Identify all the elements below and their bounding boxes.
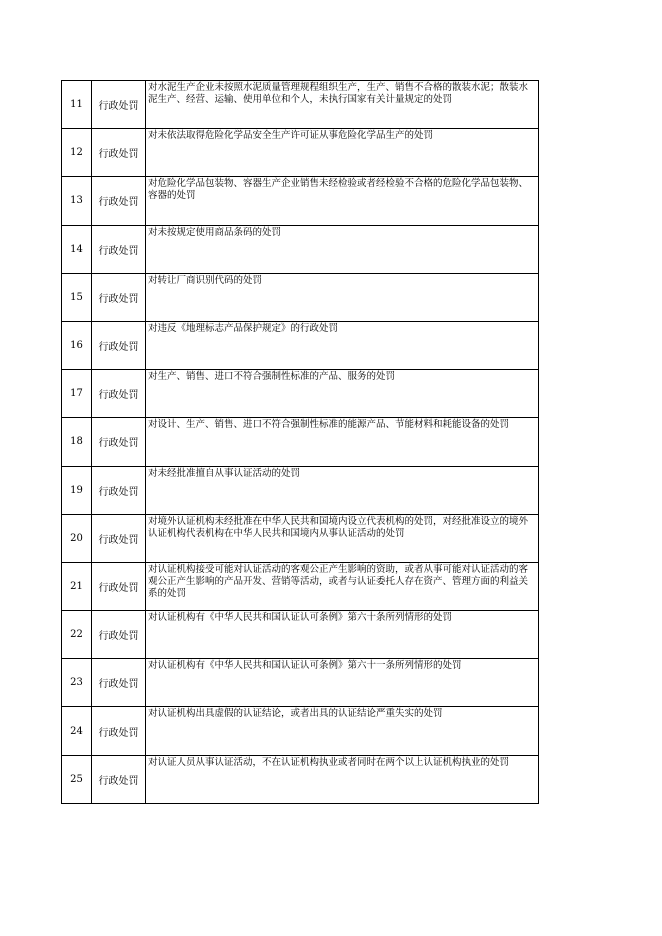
table-row [62, 273, 539, 321]
table-row [62, 514, 539, 562]
penalty-description-cell[interactable]: 对未经批准擅自从事认证活动的处罚 [146, 466, 539, 514]
table-body [62, 81, 539, 804]
row-number-cell[interactable]: 15 [62, 273, 92, 321]
penalty-description-cell[interactable]: 对认证机构接受可能对认证活动的客观公正产生影响的资助，或者从事可能对认证活动的客观公正产生影响的产品开发、营销等活动，或者与认证委托人存在资产、管理方面的利益关系的处罚 [146, 562, 539, 610]
penalty-description-cell[interactable]: 对危险化学品包装物、容器生产企业销售未经检验或者经检验不合格的危险化学品包装物、容器的处罚 [146, 177, 539, 225]
penalty-type-cell[interactable]: 行政处罚 [92, 707, 146, 755]
penalty-type-cell[interactable]: 行政处罚 [92, 755, 146, 803]
table-row [62, 225, 539, 273]
penalty-type-cell[interactable]: 行政处罚 [92, 659, 146, 707]
penalty-type-cell[interactable]: 行政处罚 [92, 321, 146, 369]
penalty-type-cell[interactable]: 行政处罚 [92, 177, 146, 225]
table-row [62, 562, 539, 610]
table-row [62, 321, 539, 369]
table-row [62, 466, 539, 514]
table-row [62, 418, 539, 466]
table-row [62, 755, 539, 803]
penalty-description-cell[interactable]: 对认证机构有《中华人民共和国认证认可条例》第六十一条所列情形的处罚 [146, 659, 539, 707]
row-number-cell[interactable]: 12 [62, 129, 92, 177]
table-row [62, 370, 539, 418]
penalty-table [61, 80, 539, 804]
row-number-cell[interactable]: 17 [62, 370, 92, 418]
penalty-description-cell[interactable]: 对认证机构出具虚假的认证结论，或者出具的认证结论严重失实的处罚 [146, 707, 539, 755]
row-number-cell[interactable]: 16 [62, 321, 92, 369]
penalty-description-cell[interactable]: 对违反《地理标志产品保护规定》的行政处罚 [146, 321, 539, 369]
penalty-type-cell[interactable]: 行政处罚 [92, 514, 146, 562]
table-row [62, 129, 539, 177]
penalty-type-cell[interactable]: 行政处罚 [92, 273, 146, 321]
penalty-type-cell[interactable]: 行政处罚 [92, 611, 146, 659]
row-number-cell[interactable]: 20 [62, 514, 92, 562]
table-row [62, 707, 539, 755]
penalty-description-cell[interactable]: 对认证机构有《中华人民共和国认证认可条例》第六十条所列情形的处罚 [146, 611, 539, 659]
penalty-type-cell[interactable]: 行政处罚 [92, 225, 146, 273]
table-row [62, 659, 539, 707]
penalty-description-cell[interactable]: 对境外认证机构未经批准在中华人民共和国境内设立代表机构的处罚，对经批准设立的境外认证机构代表机构在中华人民共和国境内从事认证活动的处罚 [146, 514, 539, 562]
penalty-description-cell[interactable]: 对设计、生产、销售、进口不符合强制性标准的能源产品、节能材料和耗能设备的处罚 [146, 418, 539, 466]
row-number-cell[interactable]: 11 [62, 81, 92, 129]
penalty-description-cell[interactable]: 对认证人员从事认证活动，不在认证机构执业或者同时在两个以上认证机构执业的处罚 [146, 755, 539, 803]
row-number-cell[interactable]: 24 [62, 707, 92, 755]
penalty-type-cell[interactable]: 行政处罚 [92, 370, 146, 418]
penalty-type-cell[interactable]: 行政处罚 [92, 129, 146, 177]
table-row [62, 177, 539, 225]
penalty-type-cell[interactable]: 行政处罚 [92, 81, 146, 129]
row-number-cell[interactable]: 19 [62, 466, 92, 514]
penalty-description-cell[interactable]: 对转让厂商识别代码的处罚 [146, 273, 539, 321]
row-number-cell[interactable]: 23 [62, 659, 92, 707]
penalty-description-cell[interactable]: 对水泥生产企业未按照水泥质量管理规程组织生产，生产、销售不合格的散装水泥；散装水泥生产、经营、运输、使用单位和个人，未执行国家有关计量规定的处罚 [146, 81, 539, 129]
penalty-description-cell[interactable]: 对生产、销售、进口不符合强制性标准的产品、服务的处罚 [146, 370, 539, 418]
penalty-type-cell[interactable]: 行政处罚 [92, 418, 146, 466]
penalty-type-cell[interactable]: 行政处罚 [92, 466, 146, 514]
row-number-cell[interactable]: 14 [62, 225, 92, 273]
row-number-cell[interactable]: 18 [62, 418, 92, 466]
penalty-description-cell[interactable]: 对未按规定使用商品条码的处罚 [146, 225, 539, 273]
row-number-cell[interactable]: 25 [62, 755, 92, 803]
spreadsheet-sheet [61, 80, 538, 804]
row-number-cell[interactable]: 13 [62, 177, 92, 225]
penalty-type-cell[interactable]: 行政处罚 [92, 562, 146, 610]
row-number-cell[interactable]: 22 [62, 611, 92, 659]
table-row [62, 81, 539, 129]
table-row [62, 611, 539, 659]
penalty-description-cell[interactable]: 对未依法取得危险化学品安全生产许可证从事危险化学品生产的处罚 [146, 129, 539, 177]
row-number-cell[interactable]: 21 [62, 562, 92, 610]
